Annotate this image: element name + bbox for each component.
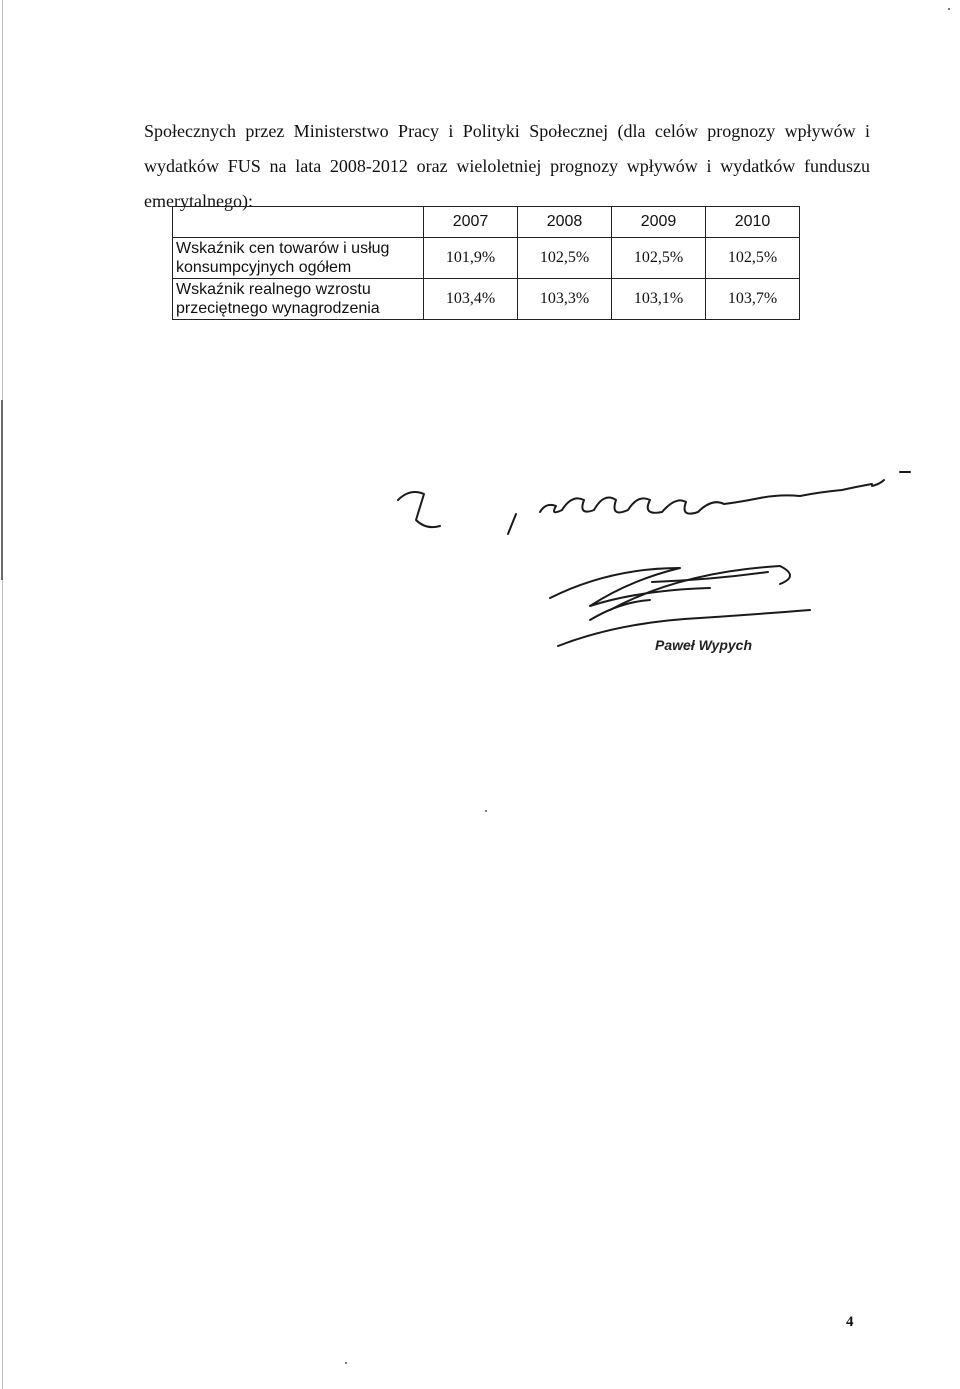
value-cell: 103,7% — [706, 279, 800, 320]
value-cell: 103,1% — [612, 279, 706, 320]
year-header: 2009 — [612, 207, 706, 238]
signature-stroke — [398, 492, 440, 527]
indicators-table — [172, 206, 800, 320]
table-row — [173, 238, 800, 279]
year-header: 2008 — [518, 207, 612, 238]
signature-stroke — [872, 480, 884, 486]
signer-name: Paweł Wypych — [655, 637, 753, 653]
signature-stroke — [540, 484, 872, 514]
intro-paragraph: Społecznych przez Ministerstwo Pracy i Polityki Społecznej (dla celów prognozy wpływów i wydatków FUS na lata 2008-2012 oraz wieloletniej prognozy wpływów i wydatków funduszu emerytalnego): — [144, 121, 870, 211]
table-corner-cell — [173, 207, 424, 238]
year-header: 2007 — [424, 207, 518, 238]
year-header: 2010 — [706, 207, 800, 238]
table-header-row — [173, 207, 800, 238]
value-cell: 102,5% — [518, 238, 612, 279]
scan-speck — [948, 8, 950, 10]
row-label: Wskaźnik cen towarów i usług konsumpcyjnych ogółem — [173, 238, 424, 279]
scan-edge — [2, 0, 3, 1389]
value-cell: 102,5% — [612, 238, 706, 279]
signature-stroke — [508, 514, 516, 534]
signature-stroke — [652, 572, 768, 582]
value-cell: 102,5% — [706, 238, 800, 279]
value-cell: 103,3% — [518, 279, 612, 320]
page-number: 4 — [846, 1314, 854, 1330]
table-row — [173, 279, 800, 320]
row-label: Wskaźnik realnego wzrostu przeciętnego wynagrodzenia — [173, 279, 424, 320]
scan-speck — [485, 810, 487, 812]
scan-speck — [345, 1362, 347, 1364]
value-cell: 103,4% — [424, 279, 518, 320]
value-cell: 101,9% — [424, 238, 518, 279]
scan-edge-shadow — [1, 400, 3, 580]
